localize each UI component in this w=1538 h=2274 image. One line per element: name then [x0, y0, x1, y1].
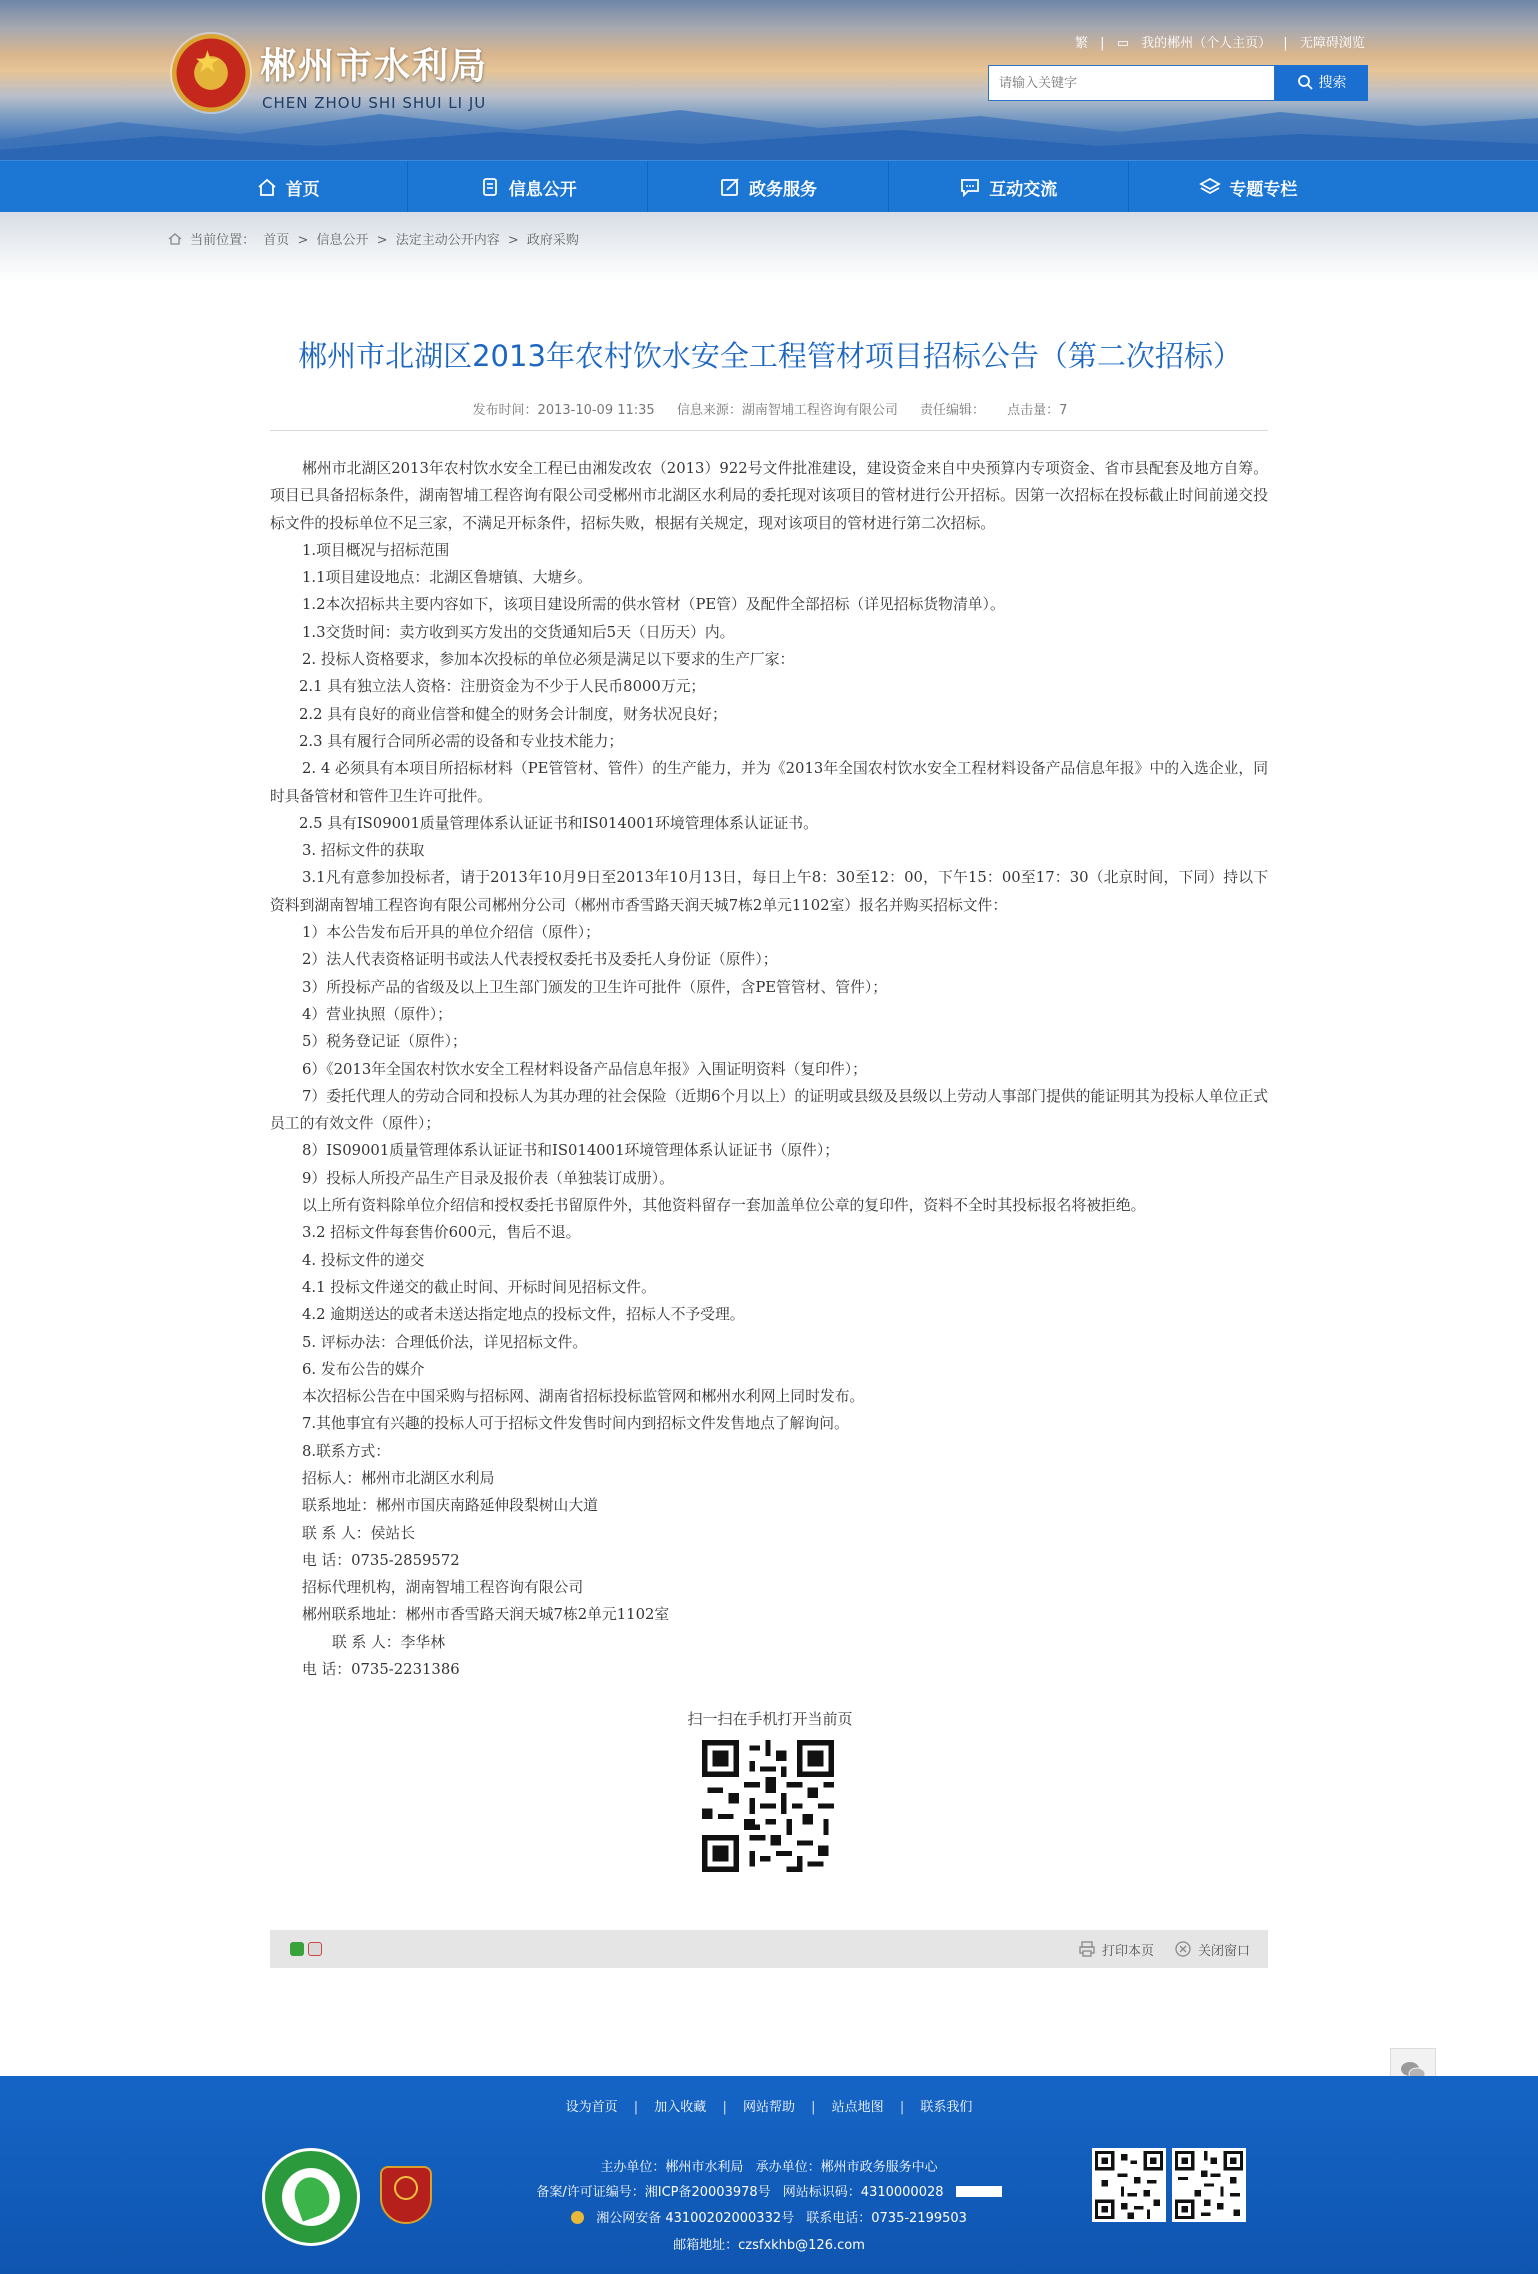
article-paragraph: 1.项目概况与招标范围: [302, 541, 450, 559]
footer-icp-link[interactable]: 湘ICP备20003978号: [644, 2185, 771, 2200]
separator: |: [811, 2100, 816, 2115]
article-paragraph: 5. 评标办法：合理低价法，详见招标文件。: [302, 1333, 588, 1351]
article-body: [270, 455, 1268, 1683]
site-help-link[interactable]: 网站帮助: [742, 2100, 795, 2115]
article-paragraph: 郴州联系地址：郴州市香雪路天润天城7栋2单元1102室: [302, 1606, 670, 1624]
breadcrumb-gov-procurement[interactable]: 政府采购: [526, 233, 579, 248]
article-paragraph: 郴州市北湖区2013年农村饮水安全工程已由湘发改农（2013）922号文件批准建设，建设资金来自中央预算内专项资金、省市县配套及地方自筹。项目已具备招标条件，湖南智埔工程咨询有限公司受郴州市北湖区水利局的委托现对该项目的管材进行公开招标。因第一次招标在投标截止时间前递交投标文件的投标单位不足三家，不满足开标条件，招标失败，根据有关规定，现对该项目的管材进行第二次招标。: [270, 460, 1268, 532]
article-paragraph: 1.3交货时间：卖方收到买方发出的交货通知后5天（日历天）内。: [302, 623, 735, 641]
separator: |: [899, 2100, 905, 2115]
accessibility-link[interactable]: 无障碍浏览: [1299, 36, 1365, 51]
printer-icon: [1078, 1940, 1096, 1958]
divider: [270, 430, 1268, 431]
article-paragraph: 4）营业执照（原件）；: [302, 1005, 452, 1023]
traditional-chinese-link[interactable]: 繁: [1075, 36, 1089, 51]
article-paragraph: 1.1项目建设地点：北湖区鲁塘镇、大塘乡。: [302, 569, 592, 587]
monitor-icon: ▭: [1116, 36, 1129, 51]
article-toolbar: [270, 1930, 1268, 1968]
article-paragraph: 1）本公告发布后开具的单位介绍信（原件）；: [302, 924, 600, 942]
home-icon: [168, 232, 182, 246]
qr-caption: 扫一扫在手机打开当前页: [687, 1710, 853, 1728]
share-icons: [290, 1942, 322, 1956]
my-homepage-link[interactable]: 我的郴州（个人主页）: [1141, 36, 1272, 51]
footer-qr-code-2: [1172, 2148, 1246, 2222]
footer-qr-code-1: [1092, 2148, 1166, 2222]
close-label: 关闭窗口: [1197, 1943, 1250, 1959]
article-paragraph: 6. 发布公告的媒介: [302, 1360, 425, 1378]
publish-time: 发布时间：2013-10-09 11:35: [472, 403, 655, 418]
nav-item-label: 首页: [285, 179, 320, 200]
nav-item-interaction[interactable]: [889, 161, 1129, 213]
article-paragraph: 3.1凡有意参加投标者，请于2013年10月9日至2013年10月13日，每日上午8：30至12：00，下午15：00至17：30（北京时间，下同）持以下资料到湖南智埔工程咨询有限公司郴州分公司（郴州市香雪路天润天城7栋2单元1102室）报名并购买招标文件：: [270, 869, 1268, 914]
wechat-share-icon[interactable]: [290, 1942, 304, 1956]
article-paragraph: 2.1 具有独立法人资格：注册资金为不少于人民币8000万元；: [299, 678, 706, 696]
chat-icon: [959, 176, 981, 198]
breadcrumb-separator: >: [507, 233, 519, 248]
article-paragraph: 8.联系方式：: [302, 1442, 391, 1460]
footer-links: [0, 2096, 1538, 2115]
police-badge-icon: [571, 2211, 584, 2224]
article-title: 郴州市北湖区2013年农村饮水安全工程管材项目招标公告（第二次招标）: [298, 339, 1242, 373]
article-tools: [1058, 1930, 1250, 1968]
top-links: [1075, 32, 1373, 51]
article-paragraph: 7）委托代理人的劳动合同和投标人为其办理的社会保险（近期6个月以上）的证明或县级及县级以上劳动人事部门提供的能证明其为投标人单位正式员工的有效文件（原件）；: [270, 1087, 1268, 1133]
article-paragraph: 联系地址：郴州市国庆南路延伸段梨树山大道: [302, 1497, 598, 1515]
article-paragraph: 4. 投标文件的递交: [302, 1251, 425, 1269]
search-input[interactable]: [988, 65, 1275, 101]
breadcrumb-home[interactable]: 首页: [263, 233, 290, 248]
article-paragraph: 电 话：0735-2231386: [302, 1661, 460, 1679]
breadcrumb-statutory-content[interactable]: 法定主动公开内容: [395, 233, 500, 248]
article-paragraph: 8）IS09001质量管理体系认证证书和IS014001环境管理体系认证证书（原件）；: [302, 1142, 840, 1160]
main-nav: [0, 160, 1538, 212]
edit-icon: [719, 176, 741, 198]
article-paragraph: 联 系 人：侯站长: [302, 1524, 415, 1542]
footer-email-line: [0, 2234, 1538, 2253]
close-window-button[interactable]: [1174, 1940, 1250, 1959]
breadcrumb-info-disclosure[interactable]: 信息公开: [316, 233, 369, 248]
search-icon: [1297, 74, 1313, 90]
responsible-editor: 责任编辑：: [920, 403, 986, 418]
article-paragraph: 电 话：0735-2859572: [302, 1551, 460, 1569]
site-name[interactable]: 郴州市水利局: [260, 46, 489, 87]
separator: |: [1283, 36, 1288, 51]
cnzz-icon[interactable]: [956, 2186, 1002, 2197]
nav-item-label: 互动交流: [989, 179, 1058, 200]
article-paragraph: 2.5 具有IS09001质量管理体系认证证书和IS014001环境管理体系认证证书。: [299, 814, 818, 832]
breadcrumb-prefix: 当前位置：: [190, 233, 256, 248]
breadcrumb: [168, 229, 583, 248]
article-meta: [270, 399, 1270, 418]
nav-item-gov-services[interactable]: [648, 161, 888, 213]
nav-item-home[interactable]: [168, 161, 408, 213]
nav-item-label: 专题专栏: [1229, 179, 1298, 200]
article-paragraph: 3. 招标文件的获取: [302, 842, 425, 860]
footer-email: 邮箱地址：czsfxkhb@126.com: [673, 2238, 865, 2253]
print-button[interactable]: [1078, 1940, 1154, 1959]
article-paragraph: 5）税务登记证（原件）；: [302, 1033, 467, 1051]
footer-sponsor-line: [0, 2156, 1538, 2175]
article-paragraph: 联 系 人：李华林: [332, 1633, 445, 1651]
nav-item-label: 信息公开: [508, 179, 577, 200]
footer-police[interactable]: 湘公网安备 43100202000332号: [596, 2211, 795, 2226]
weibo-share-icon[interactable]: [308, 1942, 322, 1956]
info-source: 信息来源：湖南智埔工程咨询有限公司: [676, 403, 898, 418]
contact-us-link[interactable]: 联系我们: [920, 2100, 973, 2115]
page-qr-code: [702, 1740, 834, 1872]
article-paragraph: 招标代理机构，湖南智埔工程咨询有限公司: [302, 1579, 584, 1597]
layers-icon: [1199, 176, 1221, 198]
site-name-en: CHEN ZHOU SHI SHUI LI JU: [262, 94, 487, 112]
home-icon: [256, 176, 278, 198]
set-homepage-link[interactable]: 设为首页: [565, 2100, 618, 2115]
separator: |: [633, 2100, 639, 2115]
article-paragraph: 1.2本次招标共主要内容如下，该项目建设所需的供水管材（PE管）及配件全部招标（详见招标货物清单）。: [302, 596, 1005, 614]
nav-item-special-topics[interactable]: [1129, 161, 1368, 213]
article-paragraph: 2）法人代表资格证明书或法人代表授权委托书及委托人身份证（原件）；: [302, 951, 778, 969]
sitemap-link[interactable]: 站点地图: [831, 2100, 884, 2115]
article-paragraph: 2. 投标人资格要求，参加本次投标的单位必须是满足以下要求的生产厂家：: [302, 651, 795, 669]
footer-undertaker: 承办单位：郴州市政务服务中心: [755, 2160, 938, 2175]
close-icon: [1174, 1940, 1192, 1958]
article-paragraph: 2. 4 必须具有本项目所招标材料（PE管管材、管件）的生产能力，并为《2013年全国农村饮水安全工程材料设备产品信息年报》中的入选企业，同时具备管材和管件卫生许可批件。: [270, 760, 1268, 805]
article-paragraph: 4.1 投标文件递交的截止时间、开标时间见招标文件。: [302, 1278, 656, 1296]
article-paragraph: 3.2 招标文件每套售价600元，售后不退。: [302, 1224, 581, 1242]
nav-item-info-disclosure[interactable]: [408, 161, 648, 213]
document-icon: [479, 176, 501, 198]
separator: |: [1100, 36, 1105, 51]
national-emblem-logo: ★: [172, 34, 250, 112]
article-paragraph: 招标人：郴州市北湖区水利局: [302, 1469, 495, 1487]
add-favorite-link[interactable]: 加入收藏: [654, 2100, 707, 2115]
breadcrumb-separator: >: [376, 233, 388, 248]
footer-icp-line: [0, 2181, 1538, 2200]
article-paragraph: 2.3 具有履行合同所必需的设备和专业技术能力；: [299, 732, 624, 750]
search-button-label: 搜索: [1318, 75, 1347, 91]
footer-phone: 联系电话：0735-2199503: [806, 2211, 967, 2226]
article-paragraph: 9）投标人所投产品生产目录及报价表（单独装订成册）。: [302, 1169, 674, 1187]
footer-site-code: 网站标识码：4310000028: [782, 2185, 944, 2200]
footer-police-line: [0, 2207, 1538, 2226]
article-paragraph: 本次招标公告在中国采购与招标网、湖南省招标投标监管网和郴州水利网上同时发布。: [302, 1388, 865, 1406]
article-paragraph: 6）《2013年全国农村饮水安全工程材料设备产品信息年报》入围证明资料（复印件）；: [302, 1060, 867, 1078]
footer-host: 主办单位：郴州市水利局: [600, 2160, 744, 2175]
article-paragraph: 2.2 具有良好的商业信誉和健全的财务会计制度，财务状况良好；: [299, 705, 727, 723]
search-button[interactable]: [1275, 65, 1368, 101]
nav-item-label: 政务服务: [749, 179, 817, 200]
article-paragraph: 4.2 逾期送达的或者未送达指定地点的投标文件，招标人不予受理。: [302, 1306, 745, 1324]
footer-icp-label: 备案/许可证编号：: [536, 2185, 645, 2200]
article-paragraph: 3）所投标产品的省级及以上卫生部门颁发的卫生许可批件（原件，含PE管管材、管件）；: [302, 978, 888, 996]
search-box: [988, 65, 1368, 101]
separator: |: [722, 2100, 727, 2115]
mountain-banner-image: [0, 100, 1538, 160]
article-paragraph: 7.其他事宜有兴趣的投标人可于招标文件发售时间内到招标文件发售地点了解询问。: [302, 1415, 849, 1433]
article-paragraph: 以上所有资料除单位介绍信和授权委托书留原件外，其他资料留存一套加盖单位公章的复印件，资料不全时其投标报名将被拒绝。: [302, 1197, 1146, 1215]
breadcrumb-separator: >: [297, 233, 309, 248]
view-count: 点击量：7: [1007, 403, 1068, 418]
print-label: 打印本页: [1101, 1943, 1154, 1959]
